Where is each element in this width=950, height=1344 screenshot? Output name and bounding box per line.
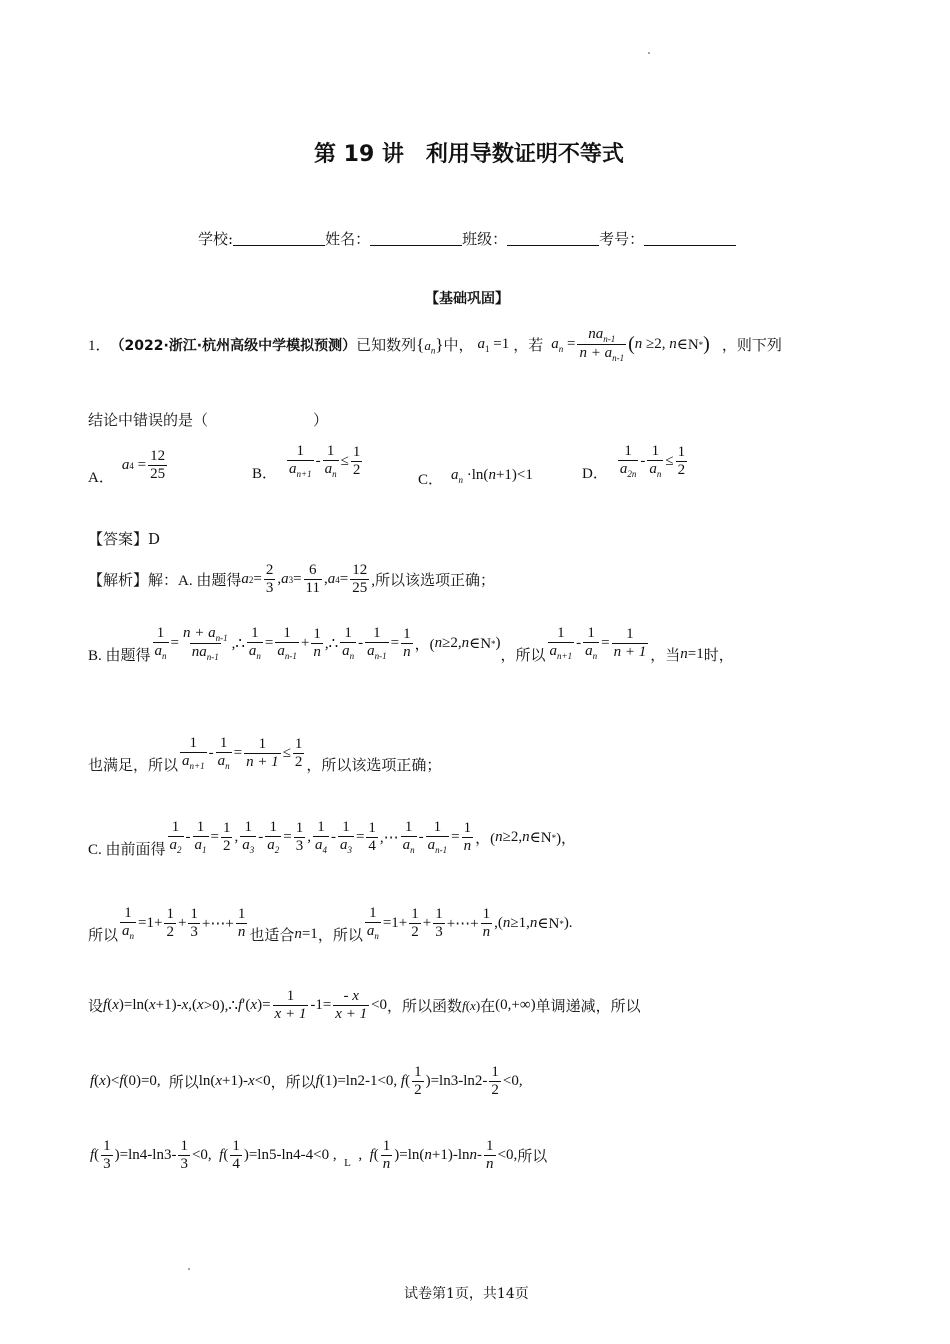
school-label: 学校:	[198, 230, 234, 248]
question-source: （2022·浙江·杭州高级中学模拟预测）	[110, 337, 357, 354]
formula: $\frac{1}{a_n}$ = $\frac{n + a_{n-1}}{na_{n-1}}$ ,∴ $\frac{1}{a_n}$ = $\frac{1}{a_{n-1}}$ + $\frac{1}{n}$ ,∴ $\frac{1}{a_n}$ - $\frac{1}{a_{n-1}}$ = $\frac{1}{n}$ ，( n ≥2, n ∈N * )	[154, 624, 501, 662]
formula: a 2 = $\frac{2}{3}$ , a 3 = $\frac{6}{11}$ , a 4 = $\frac{12}{25}$	[241, 562, 368, 597]
corner-dot	[188, 1268, 190, 1270]
stem-text: ，则下列	[721, 338, 782, 355]
option-a[interactable]	[88, 444, 169, 487]
recurrence-formula: $a_n$ = $\frac{na_{n-1}}{n + a_{n-1}}$ ( n ≥2, n ∈N * )	[551, 326, 710, 364]
question-1-stem	[88, 326, 782, 364]
formula: $\frac{1}{a_n}$ =1+ $\frac{1}{2}$ + $\frac{1}{3}$ +⋯+ $\frac{1}{n}$ ,( n ≥1, n ∈N * ).	[366, 905, 573, 942]
option-label: D．	[582, 466, 608, 482]
option-formula: a 4 = $\frac{12}{25}$	[121, 447, 166, 482]
formula: $\{a_n\}$	[416, 334, 444, 356]
option-d[interactable]	[582, 440, 689, 483]
answer-line: 【答案】D	[88, 530, 161, 548]
analysis-text: ，所以该选项正确；	[306, 758, 442, 774]
option-formula: $\frac{1}{a_{2n}}$ - $\frac{1}{a_n}$ ≤ $\frac{1}{2}$	[619, 443, 686, 480]
formula: $\frac{1}{a_n}$ =1+ $\frac{1}{2}$ + $\frac{1}{3}$ +⋯+ $\frac{1}{n}$	[122, 905, 246, 942]
number-blank[interactable]	[644, 231, 736, 246]
stem-text: 中，	[443, 338, 474, 355]
student-info-line	[198, 228, 736, 249]
analysis-text: ，所以	[500, 648, 546, 664]
formula: n	[680, 646, 688, 662]
formula: =1	[687, 646, 704, 662]
option-formula: $\frac{1}{a_{n+1}}$ - $\frac{1}{a_n}$ ≤ $\frac{1}{2}$	[289, 443, 361, 480]
formula: f(x)	[462, 997, 481, 1013]
analysis-text: ,所以该选项正确；	[371, 573, 495, 590]
analysis-text: 设	[88, 999, 104, 1016]
corner-dot	[648, 52, 650, 54]
question-1-stem-cont: 结论中错误的是（ ）	[88, 411, 329, 429]
page-title: 第 19 讲 利用导数证明不等式	[314, 142, 624, 167]
formula: f(x)<f(0)=0,	[90, 1073, 161, 1090]
formula: $\frac{1}{a_2}$ - $\frac{1}{a_1}$ = $\frac{1}{2}$ , $\frac{1}{a_3}$ - $\frac{1}{a_2}$ = $\frac{1}{3}$ , $\frac{1}{a_4}$ - $\frac{1}{a_3}$ = $\frac{1}{4}$ ,⋯ $\frac{1}{a_n}$ - $\frac{1}{a_{n-1}}$ = $\frac{1}{n}$ ，( n ≥2, n ∈N * )，	[169, 819, 577, 856]
analysis-text: ，所以函数	[387, 999, 463, 1016]
formula: f (1)=ln2-1<0, f ( $\frac{1}{2}$ )=ln3-ln2- $\frac{1}{2}$ <0,	[315, 1064, 523, 1099]
formula: ln(x+1)-x<0	[198, 1073, 271, 1090]
stem-text: ，若	[513, 338, 544, 355]
formula: f ( $\frac{1}{3}$ )=ln4-ln3- $\frac{1}{3}$ <0, f ( $\frac{1}{4}$ )=ln5-ln4-4<0 , L , f ( $\frac{1}{n}$ )=ln( n +1)-ln n - $\frac{1}{n}$ <0,	[90, 1138, 518, 1173]
class-blank[interactable]	[507, 231, 599, 246]
formula: n=1	[294, 926, 318, 942]
formula: $\frac{1}{a_{n+1}}$ - $\frac{1}{a_n}$ = $\frac{1}{n + 1}$ ≤ $\frac{1}{2}$	[182, 735, 303, 772]
analysis-a	[88, 562, 495, 598]
analysis-text: 所以	[168, 1075, 199, 1092]
formula: (0,+∞)	[495, 997, 536, 1014]
formula: $\frac{1}{a_{n+1}}$ - $\frac{1}{a_n}$ = $\frac{1}{n + 1}$	[549, 625, 647, 662]
option-b[interactable]	[252, 440, 364, 483]
page-footer: 试卷第1页，共14页	[404, 1286, 529, 1302]
option-c[interactable]	[418, 462, 533, 489]
analysis-text: 所以	[88, 928, 119, 944]
analysis-f	[88, 988, 641, 1024]
analysis-c-2	[88, 902, 573, 945]
analysis-text: B. 由题得	[88, 648, 151, 664]
class-label: 班级：	[462, 230, 508, 248]
option-formula: $a_n \cdot\ln(n+1)<1$	[451, 466, 533, 485]
analysis-h	[90, 1138, 547, 1174]
analysis-text: 也适合	[249, 928, 295, 944]
name-blank[interactable]	[370, 231, 462, 246]
school-blank[interactable]	[233, 231, 325, 246]
analysis-c	[88, 816, 576, 859]
analysis-b-2	[88, 732, 441, 775]
option-label: A．	[88, 470, 114, 486]
name-label: 姓名：	[325, 230, 371, 248]
analysis-b	[88, 622, 734, 665]
formula: f ( x )=ln( x +1)- x ,( x >0),∴ f ′( x )= $\frac{1}{x + 1}$ -1= $\frac{- x}{x + 1}$ <0	[103, 988, 388, 1023]
question-number: 1．	[88, 338, 111, 355]
analysis-g	[90, 1064, 523, 1100]
analysis-text: 在	[480, 999, 496, 1016]
option-label: C．	[418, 472, 444, 488]
analysis-text: ，当	[650, 648, 681, 664]
stem-text: 已知数列	[356, 338, 417, 355]
option-label: B．	[252, 466, 278, 482]
analysis-text: ，所以	[270, 1075, 316, 1092]
section-header: 【基础巩固】	[425, 291, 509, 307]
analysis-text: 【解析】解：A. 由题得	[88, 573, 242, 590]
analysis-text: 也满足，所以	[88, 758, 179, 774]
analysis-text: 所以	[517, 1149, 548, 1166]
analysis-text: 单调递减，所以	[535, 999, 641, 1016]
formula: $a_1 =1$	[477, 335, 510, 354]
analysis-text: 时，	[703, 648, 734, 664]
number-label: 考号：	[599, 230, 645, 248]
analysis-text: C. 由前面得	[88, 842, 166, 858]
analysis-text: ，所以	[317, 928, 363, 944]
